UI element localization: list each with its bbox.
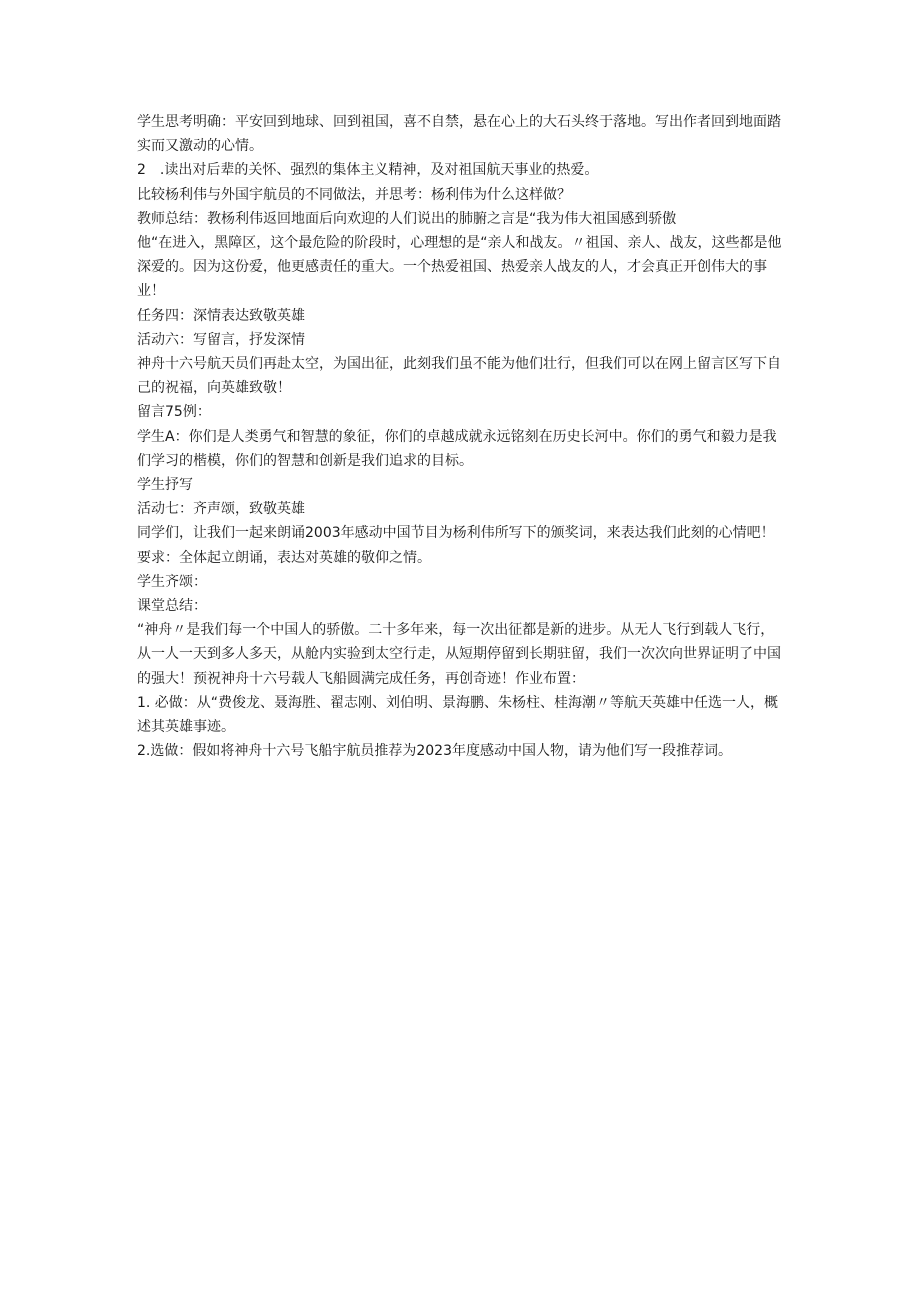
paragraph-compare-question: 比较杨利伟与外国宇航员的不同做法，并思考：杨利伟为什么这样做？ <box>137 186 571 203</box>
paragraph-homework-optional: 2.选做：假如将神舟十六号飞船宇航员推荐为2023年度感动中国人物，请为他们写一段推荐词。 <box>137 743 732 760</box>
paragraph-student-thinking: 学生思考明确：平安回到地球、回到祖国，喜不自禁，悬在心上的大石头终于落地。写出作者回到地面踏实而又激动的心情。 <box>137 114 781 155</box>
paragraph-students-recite: 学生齐颂： <box>137 573 207 590</box>
paragraph-summary-body: “神舟〃是我们每一个中国人的骄傲。二十多年来，每一次出征都是新的进步。从无人飞行到载人飞行，从一人一天到多人多天，从舱内实验到太空行走，从短期停留到长期驻留，我们一次次向世界证明了中国的强大！预祝神舟十六号载人飞船圆满完成任务，再创奇迹！作业布置： <box>137 622 781 687</box>
paragraph-student-a: 学生A：你们是人类勇气和智慧的象征，你们的卓越成就永远铭刻在历史长河中。你们的勇气和毅力是我们学习的楷模，你们的智慧和创新是我们追求的目标。 <box>137 428 777 469</box>
paragraph-message-example-label: 留言75例： <box>137 404 211 421</box>
paragraph-requirement: 要求：全体起立朗诵，表达对英雄的敬仰之情。 <box>137 549 431 566</box>
heading-class-summary: 课堂总结： <box>137 598 207 615</box>
paragraph-homework-required: 1. 必做：从“费俊龙、聂海胜、翟志刚、刘伯明、景海鹏、朱杨柱、桂海潮〃等航天英雄中任选一人，概述其英雄事迹。 <box>137 694 779 736</box>
paragraph-student-writing: 学生抒写 <box>137 477 193 494</box>
heading-task-four: 任务四：深情表达致敬英雄 <box>137 307 305 324</box>
paragraph-teacher-summary: 教师总结：教杨利伟返回地面后向欢迎的人们说出的肺腑之言是“我为伟大祖国感到骄傲 <box>137 210 677 227</box>
paragraph-activity-six-intro: 神舟十六号航天员们再赴太空，为国出征，此刻我们虽不能为他们壮行，但我们可以在网上留言区写下自己的祝福，向英雄致敬！ <box>137 356 781 397</box>
heading-activity-seven: 活动七：齐声颂，致敬英雄 <box>137 501 305 518</box>
paragraph-teacher-summary-cont: 他“在进入，黑障区，这个最危险的阶段时，心理想的是“亲人和战友。〃祖国、亲人、战友，这些都是他深爱的。因为这份爱，他更感责任的重大。一个热爱祖国、热爱亲人战友的人，才会真正开创伟大的事业！ <box>137 235 782 300</box>
paragraph-point-2: 2 .读出对后辈的关怀、强烈的集体主义精神，及对祖国航天事业的热爱。 <box>137 162 599 179</box>
heading-activity-six: 活动六：写留言，抒发深情 <box>137 331 305 348</box>
document-body <box>137 110 787 763</box>
paragraph-recitation-intro: 同学们，让我们一起来朗诵2003年感动中国节目为杨利伟所写下的颁奖词，来表达我们此刻的心情吧！ <box>137 525 775 542</box>
